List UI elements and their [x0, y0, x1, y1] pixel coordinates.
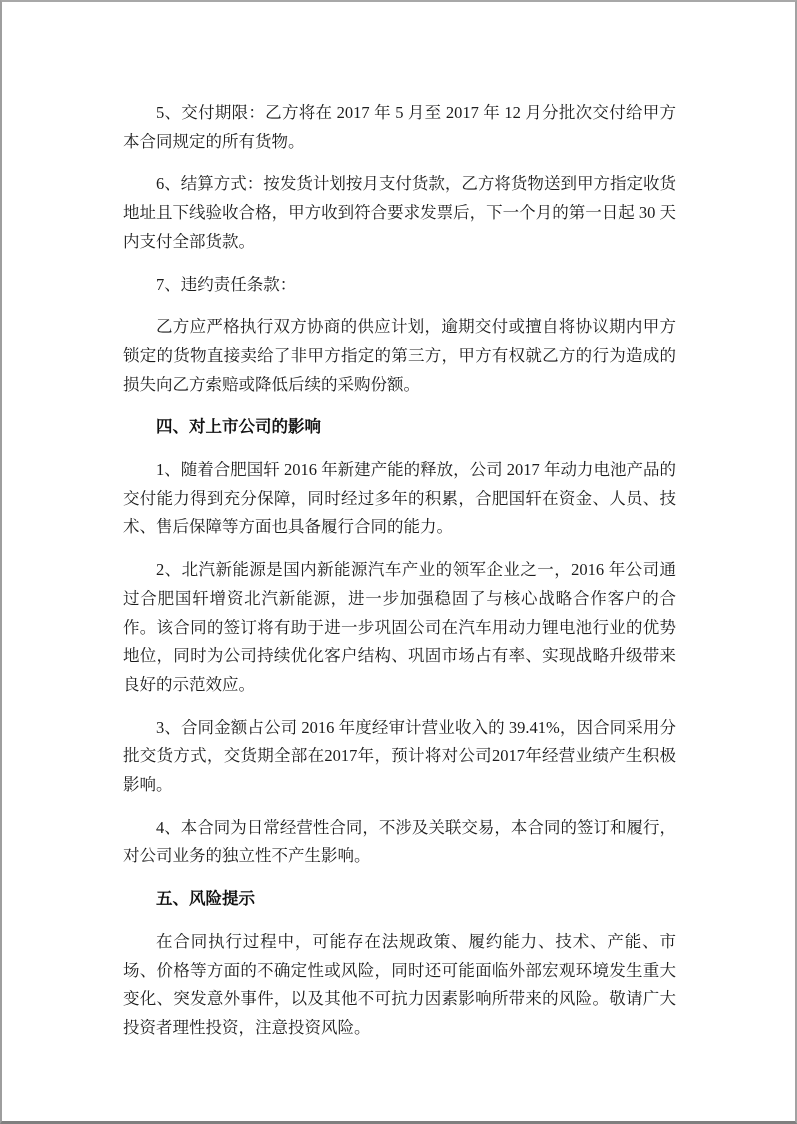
impact-item-3: 3、合同金额占公司 2016 年度经审计营业收入的 39.41%，因合同采用分批交货方式，交货期全部在2017年，预计将对公司2017年经营业绩产生积极影响。 [123, 717, 676, 795]
clause-6-settlement-method: 6、结算方式：按发货计划按月支付货款，乙方将货物送到甲方指定收货地址且下线验收合格，甲方收到符合要求发票后，下一个月的第一日起 30 天内支付全部货款。 [123, 174, 676, 251]
section-4-heading: 四、对上市公司的影响 [156, 418, 321, 437]
impact-item-2: 2、北汽新能源是国内新能源汽车产业的领军企业之一，2016 年公司通过合肥国轩增资北汽新能源，进一步加强稳固了与核心战略合作客户的合作。该合同的签订将有助于进一步巩固公司在汽车用动力锂电池行业的优势地位，同时为公司持续优化客户结构、巩固市场占有率、实现战略升级带来良好的示范效应。 [123, 560, 676, 694]
clause-7-breach-liability-title: 7、违约责任条款： [156, 274, 297, 294]
risk-notice-body: 在合同执行过程中，可能存在法规政策、履约能力、技术、产能、市场、价格等方面的不确定性或风险，同时还可能面临外部宏观环境发生重大变化、突发意外事件，以及其他不可抗力因素影响所带来的风险。敬请广大投资者理性投资，注意投资风险。 [123, 931, 676, 1037]
impact-item-4: 4、本合同为日常经营性合同，不涉及关联交易，本合同的签订和履行，对公司业务的独立性不产生影响。 [123, 817, 676, 866]
clause-5-delivery-period: 5、交付期限：乙方将在 2017 年 5 月至 2017 年 12 月分批次交付给甲方本合同规定的所有货物。 [123, 103, 676, 151]
document-body [2, 2, 795, 1043]
section-5-heading: 五、风险提示 [156, 890, 255, 909]
clause-7-breach-liability-body: 乙方应严格执行双方协商的供应计划，逾期交付或擅自将协议期内甲方锁定的货物直接卖给了非甲方指定的第三方，甲方有权就乙方的行为造成的损失向乙方索赔或降低后续的采购份额。 [123, 317, 676, 394]
impact-item-1: 1、随着合肥国轩 2016 年新建产能的释放，公司 2017 年动力电池产品的交付能力得到充分保障，同时经过多年的积累，合肥国轩在资金、人员、技术、售后保障等方面也具备履行合同的能力。 [123, 460, 676, 537]
